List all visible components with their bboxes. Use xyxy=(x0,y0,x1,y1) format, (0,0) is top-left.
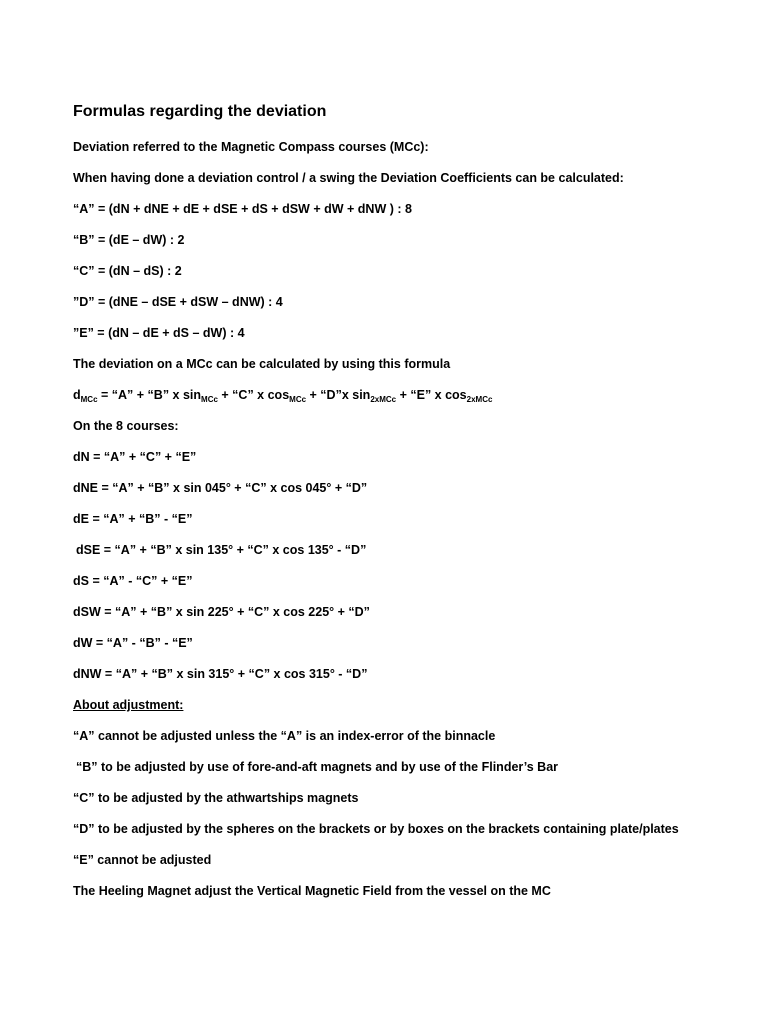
deviation-formula xyxy=(73,387,492,403)
formula-sub-2x-1: 2xMCc xyxy=(370,395,397,404)
course-line-se: dSE = “A” + “B” x sin 135° + “C” x cos 135° - “D” xyxy=(76,543,367,557)
formula-sub-mcc-1: MCc xyxy=(80,395,98,404)
intro-line-1: Deviation referred to the Magnetic Compass courses (MCc): xyxy=(73,140,429,154)
course-line-n: dN = “A” + “C” + “E” xyxy=(73,450,197,464)
course-line-ne: dNE = “A” + “B” x sin 045° + “C” x cos 045° + “D” xyxy=(73,481,368,495)
coefficient-a: “A” = (dN + dNE + dE + dSE + dS + dSW + dW + dNW ) : 8 xyxy=(73,202,412,216)
adjustment-b: “B” to be adjusted by use of fore-and-aft magnets and by use of the Flinder’s Bar xyxy=(76,760,559,774)
course-line-nw: dNW = “A” + “B” x sin 315° + “C” x cos 315° - “D” xyxy=(73,667,368,681)
adjustment-heading: About adjustment: xyxy=(73,698,184,712)
adjustment-d: “D” to be adjusted by the spheres on the brackets or by boxes on the brackets containing plate/plates xyxy=(73,822,679,836)
formula-sub-mcc-3: MCc xyxy=(289,395,307,404)
course-line-s: dS = “A” - “C” + “E” xyxy=(73,574,193,588)
formula-sub-2x-2: 2xMCc xyxy=(466,395,493,404)
adjustment-c: “C” to be adjusted by the athwartships magnets xyxy=(73,791,359,805)
formula-part-4: + “E” x cos xyxy=(396,388,467,402)
document-title: Formulas regarding the deviation xyxy=(73,103,327,120)
coefficient-b: “B” = (dE – dW) : 2 xyxy=(73,233,185,247)
coefficient-d: ”D” = (dNE – dSE + dSW – dNW) : 4 xyxy=(73,295,283,309)
course-line-w: dW = “A” - “B” - “E” xyxy=(73,636,193,650)
courses-intro: On the 8 courses: xyxy=(73,419,179,433)
formula-part-3: + “D”x sin xyxy=(306,388,371,402)
adjustment-a: “A” cannot be adjusted unless the “A” is an index-error of the binnacle xyxy=(73,729,496,743)
intro-line-2: When having done a deviation control / a swing the Deviation Coefficients can be calculated: xyxy=(73,171,624,185)
adjustment-heeling-magnet: The Heeling Magnet adjust the Vertical Magnetic Field from the vessel on the MC xyxy=(73,884,551,898)
formula-d: d xyxy=(73,388,81,402)
formula-part-1: = “A” + “B” x sin xyxy=(97,388,202,402)
course-line-e: dE = “A” + “B” - “E” xyxy=(73,512,193,526)
coefficient-c: “C” = (dN – dS) : 2 xyxy=(73,264,182,278)
formula-intro: The deviation on a MCc can be calculated by using this formula xyxy=(73,357,451,371)
coefficient-e: ”E” = (dN – dE + dS – dW) : 4 xyxy=(73,326,245,340)
formula-part-2: + “C” x cos xyxy=(217,388,290,402)
adjustment-e: “E” cannot be adjusted xyxy=(73,853,212,867)
course-line-sw: dSW = “A” + “B” x sin 225° + “C” x cos 225° + “D” xyxy=(73,605,370,619)
formula-sub-mcc-2: MCc xyxy=(201,395,218,404)
